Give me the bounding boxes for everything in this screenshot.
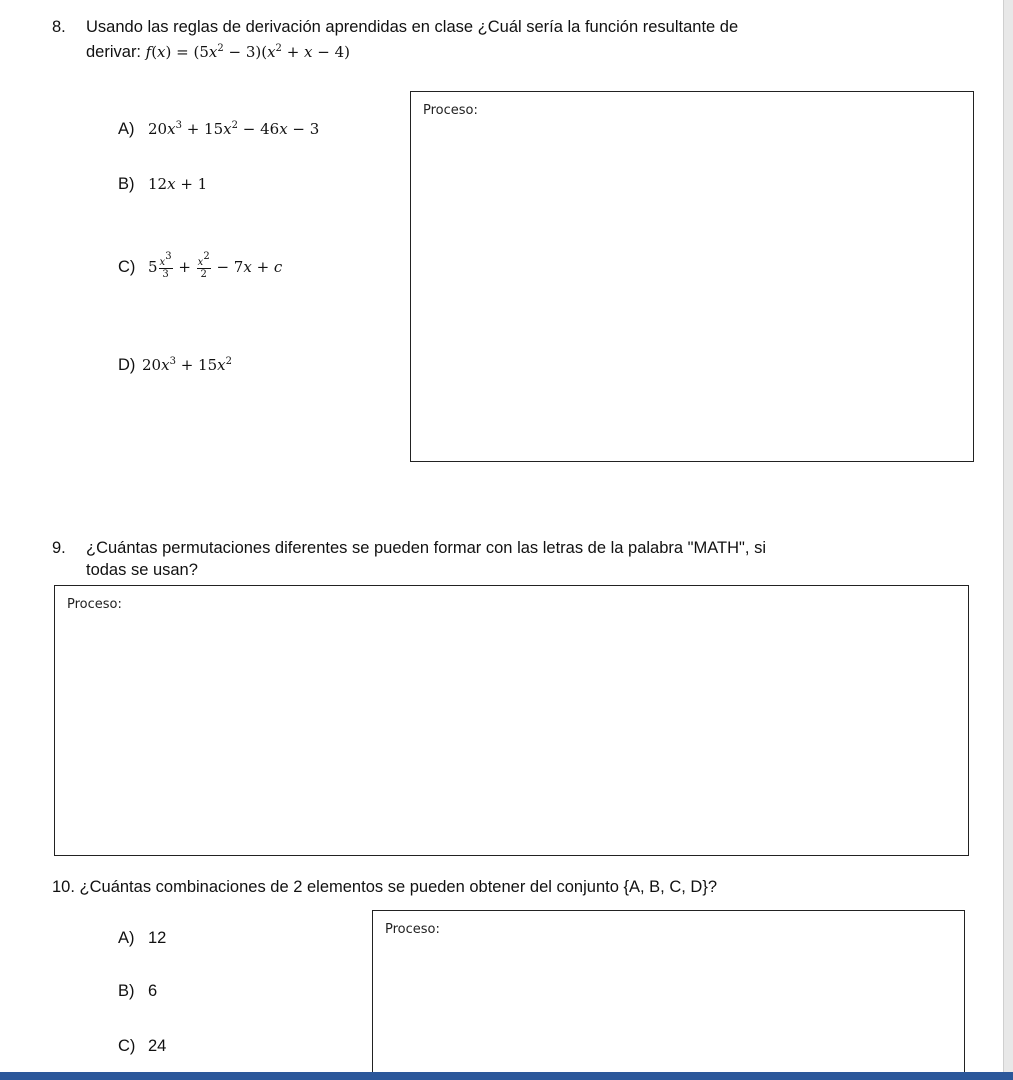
q8-number: 8. (52, 18, 66, 36)
q10-option-b (118, 980, 157, 1002)
q8-option-b-label: B) (118, 175, 135, 193)
q8-function: $f(x) = (5x^2 - 3)(x^2 + x - 4)$ (145, 43, 350, 61)
q9-line2: todas se usan? (86, 561, 198, 579)
q8-option-c (118, 250, 283, 280)
q10-option-c (118, 1035, 166, 1057)
q10-option-c-value: 24 (148, 1037, 167, 1055)
q10-question (52, 877, 717, 898)
q10-option-a-value: 12 (148, 929, 167, 947)
q10-text: ¿Cuántas combinaciones de 2 elementos se pueden obtener del conjunto {A, B, C, D}? (79, 878, 718, 896)
q8-option-c-expr: 5 $\frac{x^3}{3}$ + $\frac{x^2}{2}$ − 7x + c (148, 250, 283, 280)
q10-process-label: Proceso: (385, 922, 440, 937)
q8-prefix: derivar: (86, 43, 142, 61)
q10-option-c-label: C) (118, 1037, 136, 1055)
q10-option-b-value: 6 (148, 982, 158, 1000)
q8-function-line (86, 42, 350, 63)
q8-option-b (118, 173, 207, 195)
vertical-scrollbar-track[interactable] (1003, 0, 1013, 1072)
q9-line1: ¿Cuántas permutaciones diferentes se pueden formar con las letras de la palabra "MATH", si (86, 539, 766, 557)
q10-number: 10. (52, 878, 75, 896)
q10-option-a (118, 927, 166, 949)
taskbar-strip (0, 1072, 1013, 1080)
q8-option-d-expr: $20x^3 + 15x^2$ (142, 356, 232, 374)
q9-process-box[interactable] (54, 585, 969, 856)
q10-option-b-label: B) (118, 982, 135, 1000)
q8-option-a-expr: $20x^3 + 15x^2 - 46x - 3$ (148, 120, 320, 138)
q10-process-box[interactable] (372, 910, 965, 1080)
q10-option-a-label: A) (118, 929, 135, 947)
q8-option-c-label: C) (118, 258, 136, 276)
q8-option-b-expr: 12x + 1 (148, 175, 208, 193)
q8-option-d (118, 354, 232, 376)
q8-option-a-label: A) (118, 120, 135, 138)
q9-number: 9. (52, 539, 66, 557)
q8-process-label: Proceso: (423, 103, 478, 118)
q8-process-box[interactable] (410, 91, 974, 462)
q8-option-d-label: D) (118, 356, 136, 374)
q8-text: Usando las reglas de derivación aprendidas en clase ¿Cuál sería la función resultante de (86, 18, 739, 36)
q8-option-a (118, 118, 319, 140)
q9-process-label: Proceso: (67, 597, 122, 612)
